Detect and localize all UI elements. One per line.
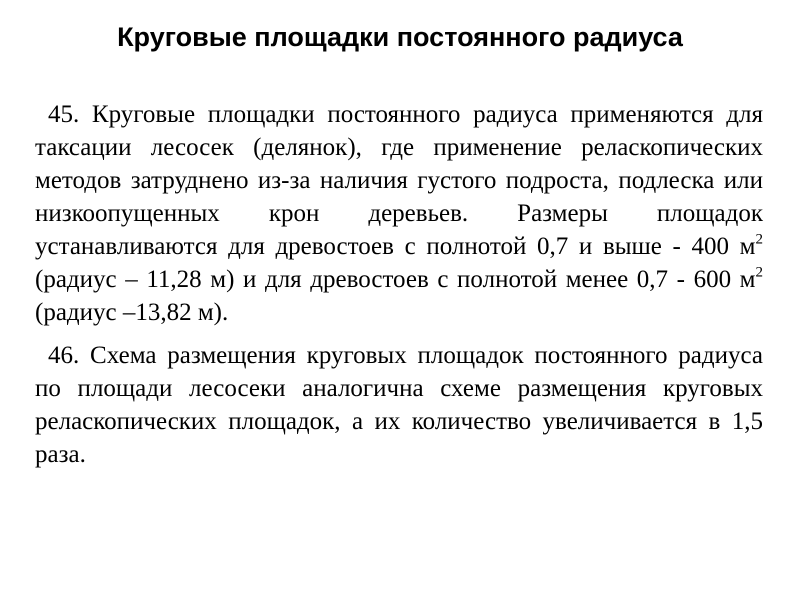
- slide-body: [35, 98, 763, 471]
- superscript-square-1: 2: [755, 231, 763, 248]
- paragraph-45-text-c: (радиус –13,82 м).: [35, 299, 229, 326]
- slide-title: Круговые площадки постоянного радиуса: [117, 22, 683, 52]
- paragraph-46: 46. Схема размещения круговых площадок постоянного радиуса по площади лесосеки аналогична схеме размещения круговых реласкопических площадок, а их количество увеличивается в 1,5 раза.: [35, 342, 763, 468]
- paragraph-45: [35, 98, 763, 329]
- paragraph-45-text-a: 45. Круговые площадки постоянного радиуса применяются для таксации лесосек (делянок), где применение реласкопических методов затруднено из-за наличия густого подроста, подлеска или низкоопущенных крон деревьев. Размеры площадок устанавливаются для древостоев с полнотой 0,7 и выше - 400 м: [35, 101, 763, 260]
- paragraph-45-text-b: (радиус – 11,28 м) и для древостоев с полнотой менее 0,7 - 600 м: [35, 266, 756, 293]
- superscript-square-2: 2: [755, 264, 763, 281]
